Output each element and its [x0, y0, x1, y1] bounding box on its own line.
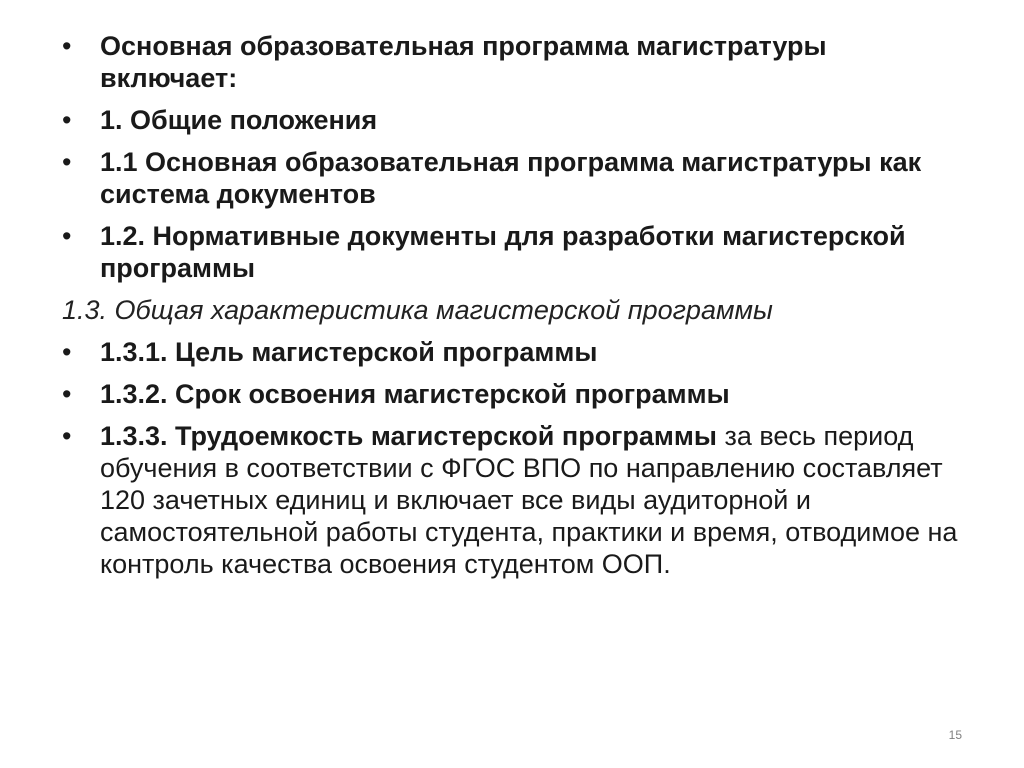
page-number: 15	[948, 728, 962, 742]
bullet-icon: •	[62, 221, 72, 251]
list-item	[62, 378, 962, 410]
list-item	[62, 146, 962, 210]
bullet-icon: •	[62, 31, 72, 61]
section-heading-text: 1.3. Общая характеристика магистерской программы	[62, 295, 773, 325]
list-item	[62, 420, 962, 580]
list-item-text: 1.2. Нормативные документы для разработки магистерской программы	[100, 221, 906, 283]
slide-content	[62, 30, 962, 590]
list-item	[62, 220, 962, 284]
list-item	[62, 104, 962, 136]
bullet-icon: •	[62, 337, 72, 367]
list-item-text: Основная образовательная программа магистратуры включает:	[100, 31, 827, 93]
bullet-icon: •	[62, 379, 72, 409]
list-item	[62, 30, 962, 94]
list-item-text: 1.1 Основная образовательная программа магистратуры как система документов	[100, 147, 922, 209]
list-item-text: 1. Общие положения	[100, 105, 378, 135]
list-item-text	[100, 421, 957, 579]
bullet-icon: •	[62, 147, 72, 177]
list-item-text: 1.3.2. Срок освоения магистерской программы	[100, 379, 730, 409]
list-item-text: 1.3.1. Цель магистерской программы	[100, 337, 598, 367]
list-item	[62, 336, 962, 368]
bullet-icon: •	[62, 421, 72, 451]
list-item-regular-text: за весь период обучения в соответствии с ФГОС ВПО по направлению составляет 120 зачетных единиц и включает все виды аудиторной и самостоятельной работы студента, практики и время, отводимое на контроль качества освоения студентом ООП.	[100, 421, 958, 579]
bullet-icon: •	[62, 105, 72, 135]
section-heading	[62, 294, 962, 326]
list-item-bold-text: 1.3.3. Трудоемкость магистерской программы	[100, 421, 717, 451]
